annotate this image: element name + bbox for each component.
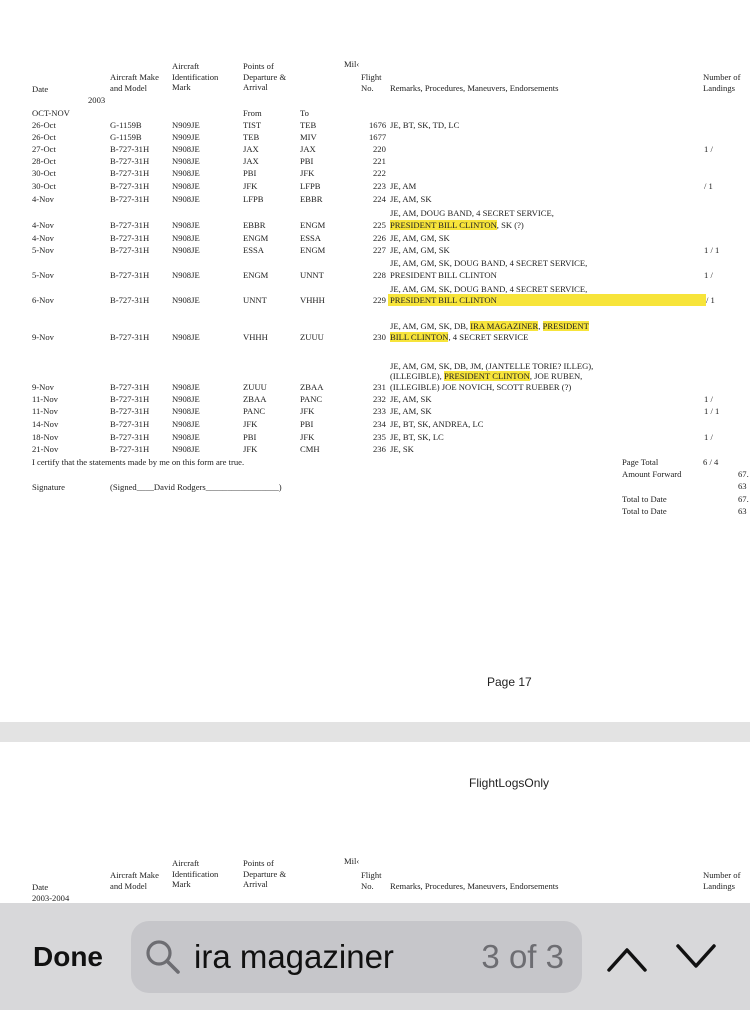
- row-date: 4-Nov: [32, 233, 54, 243]
- row-remarks: [390, 220, 524, 230]
- chevron-up-icon[interactable]: [605, 940, 649, 974]
- row-date: 11-Nov: [32, 394, 58, 404]
- row-date: 30-Oct: [32, 168, 56, 178]
- row-model: B-727-31H: [110, 444, 150, 454]
- search-highlight: PRESIDENT CLINTON: [443, 371, 530, 381]
- header-flight-no: Flight No.: [361, 870, 382, 891]
- row-mark: N908JE: [172, 382, 200, 392]
- row-flight: 230: [373, 332, 386, 342]
- row-date: 9-Nov: [32, 382, 54, 392]
- row-mark: N908JE: [172, 168, 200, 178]
- row-flight: 232: [373, 394, 386, 404]
- row-to: ZBAA: [300, 382, 324, 392]
- row-mark: N908JE: [172, 394, 200, 404]
- row-from: TEB: [243, 132, 260, 142]
- row-model: B-727-31H: [110, 144, 150, 154]
- row-model: B-727-31H: [110, 295, 150, 305]
- row-mark: N909JE: [172, 132, 200, 142]
- row-to: TEB: [300, 120, 317, 130]
- row-mark: N908JE: [172, 432, 200, 442]
- row-mark: N908JE: [172, 181, 200, 191]
- row-from: JFK: [243, 419, 258, 429]
- row-date: 5-Nov: [32, 270, 54, 280]
- row-model: B-727-31H: [110, 220, 150, 230]
- remarks-text: JE, AM, GM, SK, DB,: [390, 321, 471, 331]
- row-to: JFK: [300, 406, 315, 416]
- search-field[interactable]: [131, 921, 582, 993]
- period-label: OCT-NOV: [32, 108, 70, 118]
- row-flight: 1677: [369, 132, 387, 142]
- row-landings: 1 / 1: [704, 406, 720, 416]
- row-model: B-727-31H: [110, 168, 150, 178]
- row-from: JFK: [243, 444, 258, 454]
- row-remarks-pre: JE, AM, DOUG BAND, 4 SECRET SERVICE,: [390, 208, 554, 218]
- row-remarks: JE, BT, SK, TD, LC: [390, 120, 460, 130]
- row-from: EBBR: [243, 220, 266, 230]
- row-mark: N908JE: [172, 444, 200, 454]
- row-flight: 220: [373, 144, 386, 154]
- row-from: UNNT: [243, 295, 267, 305]
- cut-value: 63: [738, 481, 747, 491]
- row-to: JFK: [300, 168, 315, 178]
- search-highlight: BILL CLINTON: [390, 332, 449, 342]
- row-landings: 1 /: [704, 432, 713, 442]
- row-landings: 1 /: [704, 394, 713, 404]
- row-remarks-tail: , SK (?): [496, 220, 524, 230]
- row-date: 30-Oct: [32, 181, 56, 191]
- row-landings: / 1: [704, 181, 713, 191]
- row-mark: N908JE: [172, 332, 200, 342]
- page-number: Page 17: [487, 675, 532, 689]
- row-from: JAX: [243, 156, 259, 166]
- certify-statement: I certify that the statements made by me on this form are true.: [32, 457, 245, 467]
- to-label: To: [300, 108, 309, 118]
- search-icon: [145, 939, 181, 975]
- row-from: ZBAA: [243, 394, 267, 404]
- header-date: Date: [32, 882, 49, 892]
- remarks-text: ,: [538, 321, 543, 331]
- row-from: LFPB: [243, 194, 264, 204]
- row-flight: 236: [373, 444, 386, 454]
- row-remarks: JE, SK: [390, 444, 414, 454]
- row-from: PANC: [243, 406, 266, 416]
- row-model: B-727-31H: [110, 419, 150, 429]
- row-date: 26-Oct: [32, 132, 56, 142]
- row-remarks: JE, BT, SK, LC: [390, 432, 444, 442]
- row-date: 6-Nov: [32, 295, 54, 305]
- row-date: 9-Nov: [32, 332, 54, 342]
- row-date: 14-Nov: [32, 419, 59, 429]
- from-label: From: [243, 108, 262, 118]
- header-remarks: Remarks, Procedures, Maneuvers, Endorsements: [390, 881, 559, 891]
- row-flight: 231: [373, 382, 386, 392]
- row-flight: 227: [373, 245, 386, 255]
- row-model: G-1159B: [110, 132, 142, 142]
- row-model: B-727-31H: [110, 394, 150, 404]
- row-mark: N908JE: [172, 233, 200, 243]
- row-to: ENGM: [300, 245, 326, 255]
- row-to: JAX: [300, 144, 316, 154]
- header-flight-no: Flight No.: [361, 72, 382, 93]
- row-date: 28-Oct: [32, 156, 56, 166]
- header-year: 2003-2004: [32, 893, 70, 903]
- row-to: ESSA: [300, 233, 322, 243]
- remarks-text: , JOE RUBEN,: [529, 371, 583, 381]
- row-date: 5-Nov: [32, 245, 54, 255]
- row-from: JFK: [243, 181, 258, 191]
- row-flight: 224: [373, 194, 386, 204]
- row-model: B-727-31H: [110, 156, 150, 166]
- row-flight: 233: [373, 406, 386, 416]
- row-mark: N909JE: [172, 120, 200, 130]
- row-landings: 1 /: [704, 144, 713, 154]
- row-from: ESSA: [243, 245, 265, 255]
- row-flight: 1676: [369, 120, 387, 130]
- row-date: 4-Nov: [32, 220, 54, 230]
- row-to: UNNT: [300, 270, 324, 280]
- header-points: Points of Departure & Arrival: [243, 61, 287, 92]
- row-to: JFK: [300, 432, 315, 442]
- row-mark: N908JE: [172, 220, 200, 230]
- row-mark: N908JE: [172, 144, 200, 154]
- cut-value: 63: [738, 506, 747, 516]
- row-remarks: PRESIDENT BILL CLINTON: [390, 270, 497, 280]
- row-flight: 222: [373, 168, 386, 178]
- row-flight: 234: [373, 419, 386, 429]
- row-flight: 229: [373, 295, 386, 305]
- header-remarks: Remarks, Procedures, Maneuvers, Endorsements: [390, 83, 559, 93]
- row-model: B-727-31H: [110, 382, 150, 392]
- row-date: 27-Oct: [32, 144, 56, 154]
- page-total-label: Page Total: [622, 457, 659, 467]
- row-model: G-1159B: [110, 120, 142, 130]
- row-mark: N908JE: [172, 245, 200, 255]
- row-landings: 1 / 1: [704, 245, 720, 255]
- page-caption: FlightLogsOnly: [469, 776, 550, 790]
- amount-forward-label: Amount Forward: [622, 469, 682, 479]
- row-to: EBBR: [300, 194, 323, 204]
- header-year: 2003: [88, 95, 106, 105]
- cut-value: 67.: [738, 494, 749, 504]
- row-remarks: JE, AM, GM, SK: [390, 245, 450, 255]
- row-mark: N908JE: [172, 270, 200, 280]
- signature-value: (Signed____David Rodgers_________________): [110, 482, 282, 492]
- row-model: B-727-31H: [110, 270, 150, 280]
- header-date: Date: [32, 84, 49, 94]
- row-to: PANC: [300, 394, 323, 404]
- row-remarks: JE, AM, SK: [390, 394, 432, 404]
- row-date: 26-Oct: [32, 120, 56, 130]
- total-to-date-label: Total to Date: [622, 494, 667, 504]
- row-mark: N908JE: [172, 419, 200, 429]
- header-mil: Mil‹: [344, 856, 360, 866]
- row-remarks: JE, AM, SK: [390, 406, 432, 416]
- row-date: 11-Nov: [32, 406, 58, 416]
- row-from: ENGM: [243, 270, 269, 280]
- row-model: B-727-31H: [110, 233, 150, 243]
- row-to: MIV: [300, 132, 317, 142]
- header-aircraft-id: Aircraft Identification Mark: [172, 61, 219, 92]
- row-mark: N908JE: [172, 156, 200, 166]
- row-to: CMH: [300, 444, 320, 454]
- pdf-page-18: [0, 742, 750, 907]
- signature-label: Signature: [32, 482, 65, 492]
- row-flight: 221: [373, 156, 386, 166]
- search-highlight: PRESIDENT BILL CLINTON: [390, 220, 497, 230]
- row-model: B-727-31H: [110, 181, 150, 191]
- row-to: PBI: [300, 419, 314, 429]
- row-model: B-727-31H: [110, 406, 150, 416]
- row-remarks-pre: JE, AM, GM, SK, DOUG BAND, 4 SECRET SERVICE,: [390, 284, 588, 294]
- done-button[interactable]: Done: [33, 941, 103, 972]
- match-count: 3 of 3: [481, 938, 564, 975]
- cut-value: 67.: [738, 469, 749, 479]
- row-remarks: PRESIDENT BILL CLINTON: [390, 295, 497, 305]
- row-from: PBI: [243, 432, 257, 442]
- row-flight: 235: [373, 432, 386, 442]
- row-remarks-pre: JE, AM, GM, SK, DB, JM, (JANTELLE TORIE? ILLEG),: [390, 361, 594, 371]
- page-separator: [0, 722, 750, 742]
- row-landings: 1 /: [704, 270, 713, 280]
- row-date: 4-Nov: [32, 194, 54, 204]
- header-mil: Mil‹: [344, 59, 360, 69]
- chevron-down-icon[interactable]: [674, 940, 718, 974]
- remarks-text: (ILLEGIBLE),: [390, 371, 444, 381]
- row-landings: / 1: [706, 295, 715, 305]
- row-remarks: JE, AM, GM, SK: [390, 233, 450, 243]
- row-remarks: JE, AM, SK: [390, 194, 432, 204]
- row-remarks: JE, BT, SK, ANDREA, LC: [390, 419, 484, 429]
- row-flight: 226: [373, 233, 386, 243]
- row-flight: 223: [373, 181, 386, 191]
- header-landings: Number of Landings: [703, 72, 741, 93]
- row-mark: N908JE: [172, 295, 200, 305]
- page-total-landings: 6 / 4: [703, 457, 719, 467]
- row-model: B-727-31H: [110, 245, 150, 255]
- row-remarks: [390, 332, 528, 342]
- row-remarks-pre: JE, AM, GM, SK, DOUG BAND, 4 SECRET SERVICE,: [390, 258, 588, 268]
- row-model: B-727-31H: [110, 332, 150, 342]
- row-to: LFPB: [300, 181, 321, 191]
- row-from: JAX: [243, 144, 259, 154]
- row-date: 21-Nov: [32, 444, 59, 454]
- header-aircraft-make: Aircraft Make and Model: [110, 72, 159, 93]
- search-query[interactable]: ira magaziner: [194, 938, 394, 975]
- row-mark: N908JE: [172, 194, 200, 204]
- row-flight: 228: [373, 270, 386, 280]
- row-mark: N908JE: [172, 406, 200, 416]
- total-to-date-label: Total to Date: [622, 506, 667, 516]
- remarks-text: , 4 SECRET SERVICE: [448, 332, 529, 342]
- row-from: TIST: [243, 120, 262, 130]
- row-to: ZUUU: [300, 332, 324, 342]
- row-to: VHHH: [300, 295, 325, 305]
- row-from: PBI: [243, 168, 257, 178]
- row-to: ENGM: [300, 220, 326, 230]
- row-flight: 225: [373, 220, 386, 230]
- header-aircraft-make: Aircraft Make and Model: [110, 870, 159, 891]
- header-points: Points of Departure & Arrival: [243, 858, 287, 889]
- header-aircraft-id: Aircraft Identification Mark: [172, 858, 219, 889]
- header-landings: Number of Landings: [703, 870, 741, 891]
- row-remarks-pre2: [390, 371, 582, 381]
- search-highlight: IRA MAGAZINER: [470, 321, 539, 331]
- row-from: ZUUU: [243, 382, 267, 392]
- row-from: VHHH: [243, 332, 268, 342]
- row-remarks-pre: [390, 321, 589, 331]
- row-date: 18-Nov: [32, 432, 59, 442]
- row-remarks: JE, AM: [390, 181, 417, 191]
- row-from: ENGM: [243, 233, 269, 243]
- row-remarks: (ILLEGIBLE) JOE NOVICH, SCOTT RUEBER (?): [390, 382, 572, 392]
- row-to: PBI: [300, 156, 314, 166]
- search-highlight: PRESIDENT: [542, 321, 589, 331]
- row-model: B-727-31H: [110, 194, 150, 204]
- row-model: B-727-31H: [110, 432, 150, 442]
